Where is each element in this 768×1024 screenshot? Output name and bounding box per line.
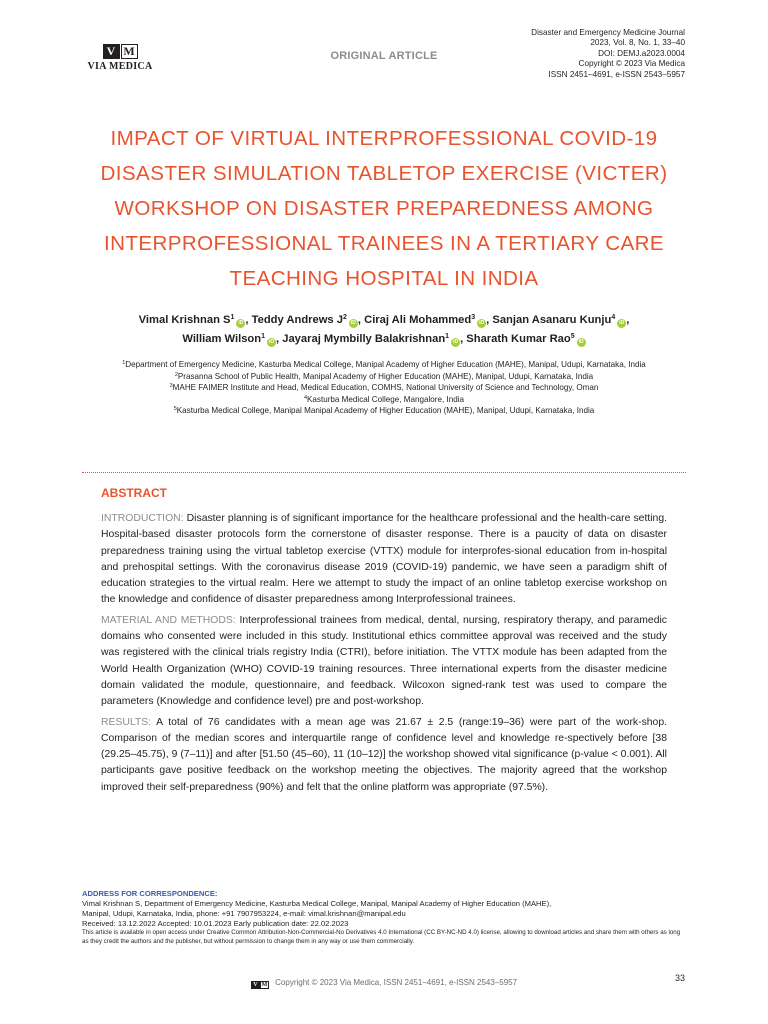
footer-logo-m: M — [261, 982, 268, 988]
author-name: William Wilson — [182, 333, 262, 345]
orcid-icon[interactable]: iD — [350, 320, 356, 326]
author-separator: , — [460, 333, 467, 345]
journal-copyright: Copyright © 2023 Via Medica — [578, 59, 685, 69]
abstract-label: INTRODUCTION: — [101, 513, 184, 524]
article-title: IMPACT OF VIRTUAL INTERPROFESSIONAL COVID-19 DISASTER SIMULATION TABLETOP EXERCISE (VICTER) WORKSHOP ON DISASTER PREPAREDNESS AMONG INTERPROFESSIONAL TRAINEES IN A TERTIARY CARE TEACHING HOSPITAL IN INDIA — [100, 127, 668, 290]
author-separator: , — [245, 314, 252, 326]
author-separator: , — [486, 314, 493, 326]
orcid-icon[interactable]: iD — [238, 320, 244, 326]
correspondence-address-1: Vimal Krishnan S, Department of Emergency Medicine, Kasturba Medical College, Manipal, Manipal Academy of Higher Education (MAHE), — [82, 899, 552, 908]
correspondence-address-2: Manipal, Udupi, Karnataka, India, phone: +91 7907953224, e-mail: vimal.krishnan@manipal.edu — [82, 909, 406, 918]
footer-logo — [251, 979, 269, 989]
logo-letter-m: M — [121, 44, 138, 59]
author-name: Teddy Andrews J — [251, 314, 343, 326]
license-text: This article is available in open access under Creative Common Attribution-Non-Commercial-No Derivatives 4.0 International (CC BY-NC-ND 4.0) license, allowing to download articles and share them with others as long as they credit the authors and the publisher, but without permission to change them in any way or use them commercially. — [82, 929, 681, 945]
abstract-results — [101, 715, 667, 796]
logo-letter-v: V — [103, 44, 120, 59]
affiliation-number: 1 — [122, 360, 126, 366]
affiliation-number: 2 — [174, 371, 178, 378]
page-number: 33 — [674, 973, 685, 983]
affiliation-number: 3 — [169, 383, 173, 390]
abstract-methods — [101, 613, 667, 711]
author-affiliation-number: 1 — [445, 333, 450, 340]
article-type: ORIGINAL ARTICLE — [330, 50, 438, 62]
affiliation-list — [90, 359, 678, 417]
abstract-label: MATERIAL AND METHODS: — [101, 614, 236, 626]
correspondence-dates: Received: 13.12.2022 Accepted: 10.01.2023 Early publication date: 22.02.2023 — [82, 919, 349, 928]
author-affiliation-number: 2 — [342, 314, 347, 321]
affiliation-text: Kasturba Medical College, Mangalore, India — [307, 394, 465, 404]
author-separator: , — [626, 314, 630, 326]
abstract-text: Disaster planning is of significant importance for the healthcare professional and the health-care setting. Hospital-based disaster protocols form the cornerstone of disaster response. There is a paucity of data on disaster preparedness training using the virtual tabletop exercise (VTTX) module for interprofes-sional education from in-hospital and prehospital settings. With the coronavirus disease 2019 (COVID-19) pandemic, we have seen a paradigm shift of education strategies to the virtual realm. Here we attempt to study the impact of an online tabletop exercise workshop on the knowledge and confidence of disaster preparedness among Interprofessional trainees. — [101, 513, 667, 606]
author-list — [90, 311, 678, 349]
journal-name: Disaster and Emergency Medicine Journal — [531, 28, 685, 37]
author-name: Vimal Krishnan S — [138, 314, 231, 326]
logo-text: VIA MEDICA — [87, 61, 153, 72]
correspondence-block — [82, 889, 686, 946]
affiliation-text: Prasanna School of Public Health, Manipal Academy of Higher Education (MAHE), Manipal, Udupi, Karnataka, India — [177, 371, 594, 381]
abstract-text: A total of 76 candidates with a mean age was 21.67 ± 2.5 (range:19–36) were part of the work-shop. Comparison of the median scores and interquartile range of confidence level and knowledge re-spectively before [38 (29.25–45.75), 9 (7–11)] and after [51.50 (45–60), 11 (10–12)] the workshop showed vital significance (p-value < 0.001). All participants gave positive feedback on the workshop meeting the objectives. The majority agreed that the workshop improved their self-preparedness (90%) and felt that the online platform was appropriate (97.5%). — [101, 716, 667, 793]
affiliation-item — [90, 359, 678, 371]
journal-issn: ISSN 2451–4691, e-ISSN 2543–5957 — [548, 69, 685, 79]
section-divider — [82, 472, 686, 473]
footer-copyright: Copyright © 2023 Via Medica, ISSN 2451–4691, e-ISSN 2543–5957 — [275, 978, 518, 987]
affiliation-text: Department of Emergency Medicine, Kasturba Medical College, Manipal Academy of Higher Education (MAHE), Manipal, Udupi, Karnataka, India — [125, 360, 646, 369]
affiliation-item — [90, 371, 678, 383]
author-affiliation-number: 3 — [471, 314, 476, 321]
abstract-text: Interprofessional trainees from medical, dental, nursing, respiratory therapy, and paramedic domains who consented were included in this study. Institutional ethics committee approval was received and the study was registered with the clinical trials registry India (CTRI), before initiation. The VTTX module has been adapted from the World Health Organization (WHO) COVID-19 training resources. Three international experts from the disaster medicine domain validated the module, questionnaire, and feedback. Wilcoxon signed-rank test was used to compare the parameters (Knowledge and confidence level) pre and post-workshop. — [101, 614, 667, 708]
orcid-icon[interactable]: iD — [619, 320, 625, 326]
abstract-heading: ABSTRACT — [101, 486, 167, 500]
abstract-label: RESULTS: — [101, 716, 152, 728]
correspondence-heading: ADDRESS FOR CORRESPONDENCE: — [82, 889, 218, 898]
affiliation-item — [90, 394, 678, 406]
author-affiliation-number: 5 — [570, 333, 575, 340]
orcid-icon[interactable]: iD — [269, 339, 275, 345]
affiliation-item — [90, 382, 678, 394]
affiliation-number: 4 — [303, 394, 308, 401]
abstract-introduction — [101, 511, 667, 609]
abstract-body — [101, 511, 667, 800]
journal-volume: 2023, Vol. 8, No. 1, 33–40 — [590, 38, 685, 48]
author-affiliation-number: 1 — [230, 314, 235, 321]
author-name: Jayaraj Mymbilly Balakrishnan — [282, 333, 446, 345]
author-affiliation-number: 1 — [261, 333, 266, 340]
author-affiliation-number: 4 — [611, 314, 616, 321]
footer-logo-v: V — [251, 981, 260, 989]
affiliation-item — [90, 405, 678, 417]
author-name: Sharath Kumar Rao — [466, 333, 571, 345]
orcid-icon[interactable]: iD — [578, 339, 584, 345]
author-separator: , — [357, 314, 365, 326]
author-separator: , — [276, 333, 283, 345]
orcid-icon[interactable]: iD — [479, 320, 485, 326]
orcid-icon[interactable]: iD — [453, 339, 459, 345]
affiliation-text: Kasturba Medical College, Manipal Manipal Academy of Higher Education (MAHE), Manipal, Udupi, Karnataka, India — [176, 406, 595, 416]
journal-info — [531, 28, 685, 80]
author-name: Ciraj Ali Mohammed — [364, 314, 472, 326]
journal-doi: DOI: DEMJ.a2023.0004 — [598, 48, 685, 58]
affiliation-number: 5 — [173, 406, 177, 413]
author-name: Sanjan Asanaru Kunju — [492, 314, 612, 326]
page-footer — [0, 978, 768, 989]
affiliation-text: MAHE FAIMER Institute and Head, Medical Education, COMHS, National University of Science and Technology, Oman — [172, 383, 599, 393]
